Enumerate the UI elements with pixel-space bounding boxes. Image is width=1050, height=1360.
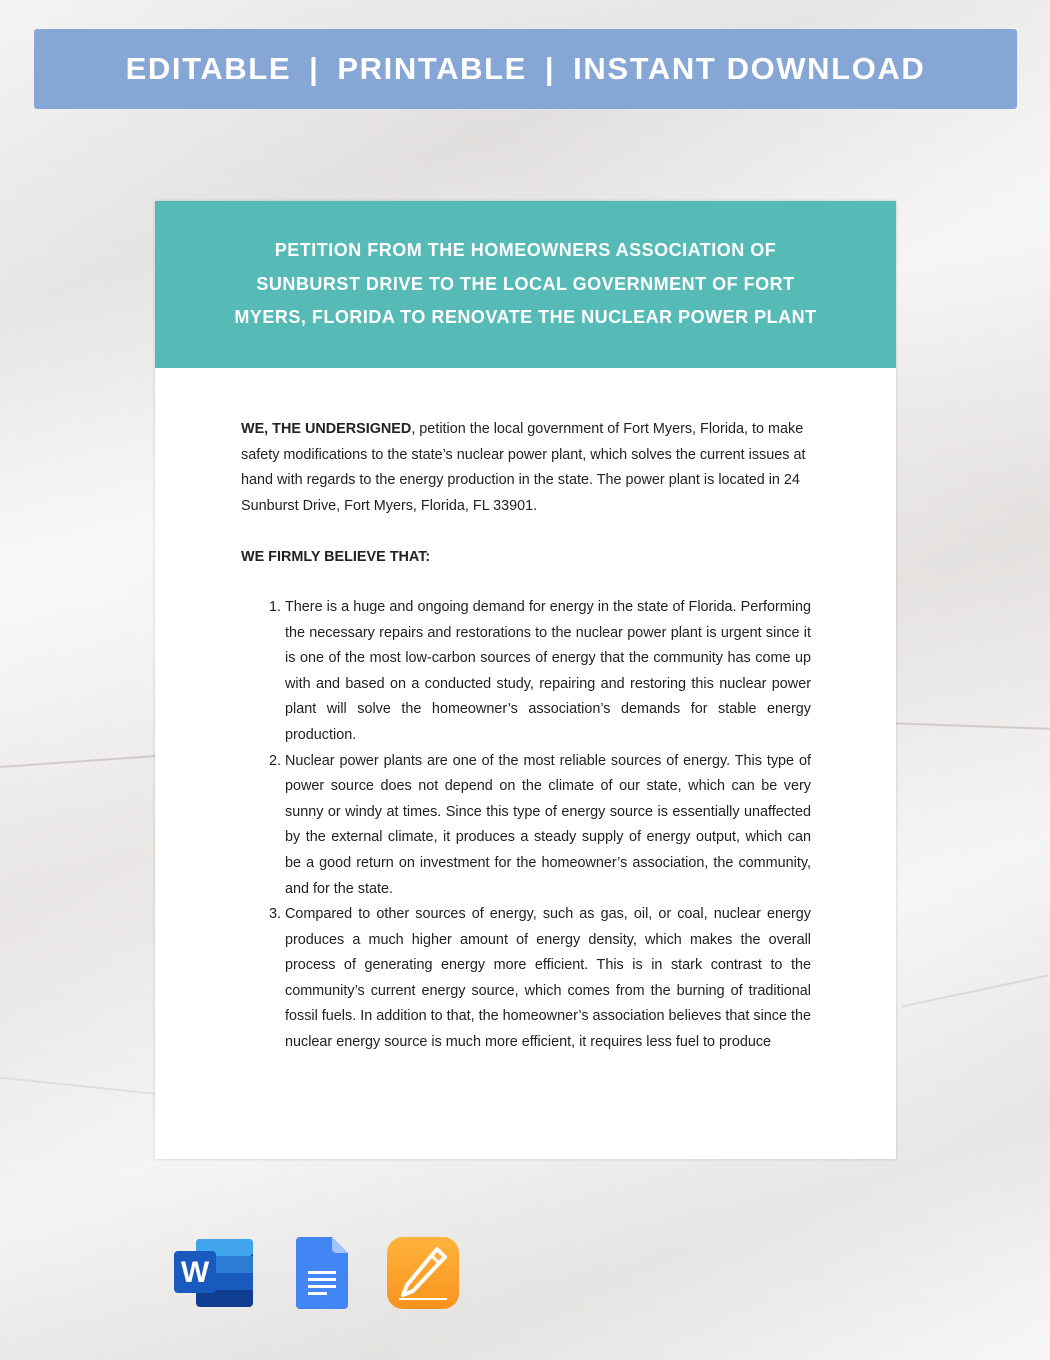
document-body (241, 417, 811, 1056)
banner-instant-download: INSTANT DOWNLOAD (573, 51, 926, 86)
intro-paragraph (241, 417, 811, 519)
intro-bold: WE, THE UNDERSIGNED (241, 421, 412, 437)
google-docs-icon (296, 1237, 348, 1309)
list-item: 1. There is a huge and ongoing demand for energy in the state of Florida. Performing the necessary repairs and restorations to the nuclear power plant is urgent since it is one of the most low-carbon sources of energy that the community has come up with and based on a conducted study, repairing and restoring this nuclear power plant will solve the homeowner’s association’s demands for stable energy production. (285, 595, 811, 749)
banner-separator: | (544, 51, 556, 86)
title-line-3: MYERS, FLORIDA TO RENOVATE THE NUCLEAR POWER PLANT (234, 307, 817, 328)
intro-text: , petition the local government of Fort Myers, Florida, to make safety modifications to the state’s nuclear power plant, which solves the current issues at hand with regards to the energy production in the state. The power plant is located in 24 Sunburst Drive, Fort Myers, Florida, FL 33901. (241, 421, 806, 514)
believe-heading: WE FIRMLY BELIEVE THAT: (241, 549, 431, 566)
marble-vein (890, 722, 1050, 730)
document-title (155, 201, 896, 368)
marble-vein (0, 1077, 159, 1096)
marble-vein (901, 974, 1048, 1007)
belief-list (241, 595, 811, 1056)
title-line-2: SUNBURST DRIVE TO THE LOCAL GOVERNMENT OF FORT (256, 273, 795, 294)
list-item: 2. Nuclear power plants are one of the most reliable sources of energy. This type of power source does not depend on the climate of our state, which can be very sunny or windy at times. Since this type of energy source is essentially unaffected by the external climate, it produces a steady supply of energy output, which can be a good return on investment for the homeowner’s association, the community, and for the state. (285, 749, 811, 903)
title-line-1: PETITION FROM THE HOMEOWNERS ASSOCIATION OF (274, 240, 777, 261)
banner-printable: PRINTABLE (337, 51, 527, 86)
list-item: 3. Compared to other sources of energy, such as gas, oil, or coal, nuclear energy produces a much higher amount of energy density, which makes the overall process of generating energy more efficient. This is in stark contrast to the community’s current energy source, which comes from the burning of traditional fossil fuels. In addition to that, the homeowner’s association believes that since the nuclear energy source is much more efficient, it requires less fuel to produce (285, 902, 811, 1056)
feature-banner (34, 29, 1017, 109)
word-letter: W (180, 1256, 210, 1289)
microsoft-word-icon (174, 1237, 254, 1309)
marble-vein (0, 754, 170, 768)
banner-editable: EDITABLE (125, 51, 292, 86)
apple-pages-icon (387, 1237, 459, 1309)
document-preview (155, 201, 896, 1159)
banner-separator: | (309, 51, 320, 86)
